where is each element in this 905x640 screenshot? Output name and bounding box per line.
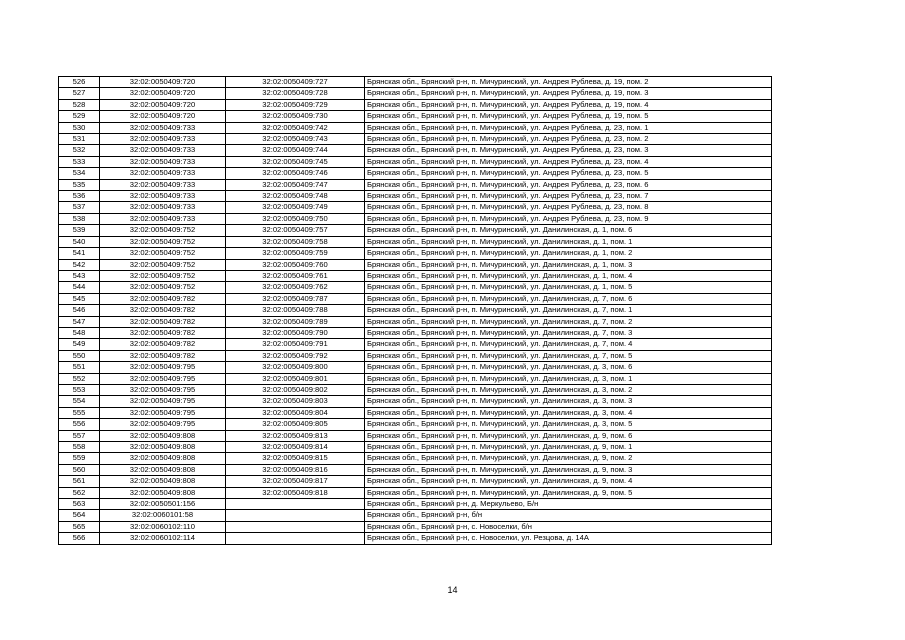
address-cell: Брянская обл., Брянский р-н, с. Новоселки, б/н <box>365 521 772 532</box>
parent-cadastral-number-cell: 32:02:0050409:720 <box>100 77 226 88</box>
address-cell: Брянская обл., Брянский р-н, д. Меркульево, Б/н <box>365 499 772 510</box>
row-number-cell: 531 <box>59 134 100 145</box>
table-row <box>59 407 772 418</box>
cadastral-number-cell <box>226 521 365 532</box>
parent-cadastral-number-cell: 32:02:0050409:733 <box>100 122 226 133</box>
address-cell: Брянская обл., Брянский р-н, п. Мичуринский, ул. Андрея Рублева, д. 23, пом. 1 <box>365 122 772 133</box>
row-number-cell: 549 <box>59 339 100 350</box>
row-number-cell: 553 <box>59 384 100 395</box>
cadastral-number-cell: 32:02:0050409:728 <box>226 88 365 99</box>
parent-cadastral-number-cell: 32:02:0050409:733 <box>100 179 226 190</box>
cadastral-number-cell: 32:02:0050409:800 <box>226 362 365 373</box>
parent-cadastral-number-cell: 32:02:0050409:795 <box>100 419 226 430</box>
address-cell: Брянская обл., Брянский р-н, п. Мичуринский, ул. Данилинская, д. 1, пом. 5 <box>365 282 772 293</box>
cadastral-number-cell: 32:02:0050409:790 <box>226 327 365 338</box>
cadastral-number-cell <box>226 510 365 521</box>
cadastral-number-cell: 32:02:0050409:745 <box>226 156 365 167</box>
row-number-cell: 541 <box>59 248 100 259</box>
address-cell: Брянская обл., Брянский р-н, п. Мичуринский, ул. Андрея Рублева, д. 23, пом. 4 <box>365 156 772 167</box>
address-cell: Брянская обл., Брянский р-н, п. Мичуринский, ул. Андрея Рублева, д. 23, пом. 9 <box>365 213 772 224</box>
table-row <box>59 533 772 544</box>
table-row <box>59 305 772 316</box>
parent-cadastral-number-cell: 32:02:0050409:752 <box>100 225 226 236</box>
address-cell: Брянская обл., Брянский р-н, п. Мичуринский, ул. Данилинская, д. 3, пом. 5 <box>365 419 772 430</box>
cadastral-number-cell: 32:02:0050409:757 <box>226 225 365 236</box>
parent-cadastral-number-cell: 32:02:0050409:782 <box>100 350 226 361</box>
table-row <box>59 476 772 487</box>
parent-cadastral-number-cell: 32:02:0050409:752 <box>100 282 226 293</box>
row-number-cell: 536 <box>59 191 100 202</box>
parent-cadastral-number-cell: 32:02:0050409:808 <box>100 430 226 441</box>
cadastral-number-cell: 32:02:0050409:804 <box>226 407 365 418</box>
address-cell: Брянская обл., Брянский р-н, п. Мичуринский, ул. Данилинская, д. 3, пом. 4 <box>365 407 772 418</box>
cadastral-number-cell: 32:02:0050409:760 <box>226 259 365 270</box>
table-row <box>59 270 772 281</box>
parent-cadastral-number-cell: 32:02:0050409:782 <box>100 316 226 327</box>
row-number-cell: 527 <box>59 88 100 99</box>
row-number-cell: 532 <box>59 145 100 156</box>
table-row <box>59 327 772 338</box>
row-number-cell: 529 <box>59 111 100 122</box>
row-number-cell: 535 <box>59 179 100 190</box>
cadastral-number-cell: 32:02:0050409:749 <box>226 202 365 213</box>
table-row <box>59 282 772 293</box>
cadastral-number-cell <box>226 533 365 544</box>
row-number-cell: 551 <box>59 362 100 373</box>
row-number-cell: 545 <box>59 293 100 304</box>
parent-cadastral-number-cell: 32:02:0050409:795 <box>100 373 226 384</box>
table-row <box>59 510 772 521</box>
address-cell: Брянская обл., Брянский р-н, п. Мичуринский, ул. Данилинская, д. 7, пом. 3 <box>365 327 772 338</box>
table-row <box>59 191 772 202</box>
address-cell: Брянская обл., Брянский р-н, п. Мичуринский, ул. Данилинская, д. 9, пом. 3 <box>365 464 772 475</box>
table-row <box>59 442 772 453</box>
parent-cadastral-number-cell: 32:02:0050409:752 <box>100 270 226 281</box>
row-number-cell: 548 <box>59 327 100 338</box>
address-cell: Брянская обл., Брянский р-н, п. Мичуринский, ул. Андрея Рублева, д. 23, пом. 2 <box>365 134 772 145</box>
row-number-cell: 530 <box>59 122 100 133</box>
address-cell: Брянская обл., Брянский р-н, п. Мичуринский, ул. Андрея Рублева, д. 19, пом. 4 <box>365 99 772 110</box>
table-row <box>59 111 772 122</box>
cadastral-number-cell: 32:02:0050409:742 <box>226 122 365 133</box>
row-number-cell: 544 <box>59 282 100 293</box>
parent-cadastral-number-cell: 32:02:0050409:752 <box>100 259 226 270</box>
row-number-cell: 537 <box>59 202 100 213</box>
address-cell: Брянская обл., Брянский р-н, п. Мичуринский, ул. Андрея Рублева, д. 19, пом. 5 <box>365 111 772 122</box>
row-number-cell: 557 <box>59 430 100 441</box>
parent-cadastral-number-cell: 32:02:0060102:114 <box>100 533 226 544</box>
table-row <box>59 362 772 373</box>
address-cell: Брянская обл., Брянский р-н, п. Мичуринский, ул. Данилинская, д. 9, пом. 1 <box>365 442 772 453</box>
table-body <box>59 77 772 545</box>
table-row <box>59 99 772 110</box>
table-row <box>59 213 772 224</box>
cadastral-number-cell: 32:02:0050409:787 <box>226 293 365 304</box>
parent-cadastral-number-cell: 32:02:0050409:795 <box>100 384 226 395</box>
parent-cadastral-number-cell: 32:02:0050409:808 <box>100 453 226 464</box>
address-cell: Брянская обл., Брянский р-н, п. Мичуринский, ул. Данилинская, д. 9, пом. 5 <box>365 487 772 498</box>
cadastral-number-cell: 32:02:0050409:747 <box>226 179 365 190</box>
parent-cadastral-number-cell: 32:02:0060101:58 <box>100 510 226 521</box>
row-number-cell: 528 <box>59 99 100 110</box>
parent-cadastral-number-cell: 32:02:0050409:795 <box>100 396 226 407</box>
cadastral-number-cell: 32:02:0050409:759 <box>226 248 365 259</box>
cadastral-number-cell: 32:02:0050409:748 <box>226 191 365 202</box>
table-row <box>59 316 772 327</box>
parent-cadastral-number-cell: 32:02:0050409:733 <box>100 213 226 224</box>
cadastral-number-cell: 32:02:0050409:758 <box>226 236 365 247</box>
parent-cadastral-number-cell: 32:02:0050409:720 <box>100 99 226 110</box>
table-row <box>59 464 772 475</box>
parent-cadastral-number-cell: 32:02:0050409:733 <box>100 156 226 167</box>
row-number-cell: 540 <box>59 236 100 247</box>
row-number-cell: 543 <box>59 270 100 281</box>
address-cell: Брянская обл., Брянский р-н, п. Мичуринский, ул. Данилинская, д. 9, пом. 4 <box>365 476 772 487</box>
cadastral-number-cell: 32:02:0050409:789 <box>226 316 365 327</box>
row-number-cell: 556 <box>59 419 100 430</box>
row-number-cell: 534 <box>59 168 100 179</box>
row-number-cell: 561 <box>59 476 100 487</box>
cadastral-number-cell <box>226 499 365 510</box>
parent-cadastral-number-cell: 32:02:0050409:782 <box>100 327 226 338</box>
address-cell: Брянская обл., Брянский р-н, п. Мичуринский, ул. Данилинская, д. 7, пом. 6 <box>365 293 772 304</box>
row-number-cell: 560 <box>59 464 100 475</box>
table-row <box>59 430 772 441</box>
parent-cadastral-number-cell: 32:02:0050409:752 <box>100 236 226 247</box>
cadastral-number-cell: 32:02:0050409:818 <box>226 487 365 498</box>
row-number-cell: 554 <box>59 396 100 407</box>
address-cell: Брянская обл., Брянский р-н, п. Мичуринский, ул. Данилинская, д. 1, пом. 3 <box>365 259 772 270</box>
cadastral-number-cell: 32:02:0050409:791 <box>226 339 365 350</box>
table-row <box>59 419 772 430</box>
row-number-cell: 563 <box>59 499 100 510</box>
cadastral-table <box>58 76 772 545</box>
address-cell: Брянская обл., Брянский р-н, п. Мичуринский, ул. Андрея Рублева, д. 23, пом. 8 <box>365 202 772 213</box>
cadastral-number-cell: 32:02:0050409:750 <box>226 213 365 224</box>
address-cell: Брянская обл., Брянский р-н, п. Мичуринский, ул. Данилинская, д. 7, пом. 2 <box>365 316 772 327</box>
address-cell: Брянская обл., Брянский р-н, п. Мичуринский, ул. Данилинская, д. 3, пом. 3 <box>365 396 772 407</box>
parent-cadastral-number-cell: 32:02:0060102:110 <box>100 521 226 532</box>
cadastral-number-cell: 32:02:0050409:788 <box>226 305 365 316</box>
parent-cadastral-number-cell: 32:02:0050501:156 <box>100 499 226 510</box>
address-cell: Брянская обл., Брянский р-н, п. Мичуринский, ул. Андрея Рублева, д. 19, пом. 3 <box>365 88 772 99</box>
cadastral-number-cell: 32:02:0050409:813 <box>226 430 365 441</box>
row-number-cell: 526 <box>59 77 100 88</box>
table-row <box>59 122 772 133</box>
table-row <box>59 236 772 247</box>
row-number-cell: 566 <box>59 533 100 544</box>
table-row <box>59 77 772 88</box>
cadastral-number-cell: 32:02:0050409:762 <box>226 282 365 293</box>
parent-cadastral-number-cell: 32:02:0050409:733 <box>100 168 226 179</box>
row-number-cell: 558 <box>59 442 100 453</box>
address-cell: Брянская обл., Брянский р-н, п. Мичуринский, ул. Данилинская, д. 9, пом. 2 <box>365 453 772 464</box>
address-cell: Брянская обл., Брянский р-н, п. Мичуринский, ул. Андрея Рублева, д. 23, пом. 5 <box>365 168 772 179</box>
parent-cadastral-number-cell: 32:02:0050409:795 <box>100 362 226 373</box>
cadastral-number-cell: 32:02:0050409:744 <box>226 145 365 156</box>
parent-cadastral-number-cell: 32:02:0050409:808 <box>100 464 226 475</box>
row-number-cell: 559 <box>59 453 100 464</box>
table-row <box>59 339 772 350</box>
table-row <box>59 499 772 510</box>
cadastral-number-cell: 32:02:0050409:802 <box>226 384 365 395</box>
cadastral-number-cell: 32:02:0050409:761 <box>226 270 365 281</box>
row-number-cell: 542 <box>59 259 100 270</box>
parent-cadastral-number-cell: 32:02:0050409:808 <box>100 487 226 498</box>
parent-cadastral-number-cell: 32:02:0050409:733 <box>100 145 226 156</box>
table-row <box>59 487 772 498</box>
address-cell: Брянская обл., Брянский р-н, п. Мичуринский, ул. Данилинская, д. 3, пом. 6 <box>365 362 772 373</box>
table-row <box>59 384 772 395</box>
table-row <box>59 145 772 156</box>
table-row <box>59 134 772 145</box>
parent-cadastral-number-cell: 32:02:0050409:808 <box>100 476 226 487</box>
address-cell: Брянская обл., Брянский р-н, п. Мичуринский, ул. Данилинская, д. 7, пом. 1 <box>365 305 772 316</box>
row-number-cell: 562 <box>59 487 100 498</box>
table-row <box>59 202 772 213</box>
address-cell: Брянская обл., Брянский р-н, п. Мичуринский, ул. Андрея Рублева, д. 23, пом. 3 <box>365 145 772 156</box>
table-row <box>59 179 772 190</box>
address-cell: Брянская обл., Брянский р-н, п. Мичуринский, ул. Данилинская, д. 1, пом. 2 <box>365 248 772 259</box>
address-cell: Брянская обл., Брянский р-н, п. Мичуринский, ул. Данилинская, д. 3, пом. 1 <box>365 373 772 384</box>
cadastral-number-cell: 32:02:0050409:792 <box>226 350 365 361</box>
address-cell: Брянская обл., Брянский р-н, п. Мичуринский, ул. Данилинская, д. 1, пом. 4 <box>365 270 772 281</box>
table-row <box>59 259 772 270</box>
row-number-cell: 547 <box>59 316 100 327</box>
row-number-cell: 564 <box>59 510 100 521</box>
table-row <box>59 168 772 179</box>
parent-cadastral-number-cell: 32:02:0050409:782 <box>100 293 226 304</box>
table-row <box>59 396 772 407</box>
row-number-cell: 538 <box>59 213 100 224</box>
row-number-cell: 550 <box>59 350 100 361</box>
parent-cadastral-number-cell: 32:02:0050409:720 <box>100 88 226 99</box>
parent-cadastral-number-cell: 32:02:0050409:720 <box>100 111 226 122</box>
table-row <box>59 88 772 99</box>
row-number-cell: 565 <box>59 521 100 532</box>
row-number-cell: 552 <box>59 373 100 384</box>
table-row <box>59 225 772 236</box>
address-cell: Брянская обл., Брянский р-н, п. Мичуринский, ул. Данилинская, д. 1, пом. 1 <box>365 236 772 247</box>
cadastral-number-cell: 32:02:0050409:815 <box>226 453 365 464</box>
row-number-cell: 539 <box>59 225 100 236</box>
table-row <box>59 293 772 304</box>
page-number: 14 <box>447 585 458 595</box>
parent-cadastral-number-cell: 32:02:0050409:795 <box>100 407 226 418</box>
parent-cadastral-number-cell: 32:02:0050409:752 <box>100 248 226 259</box>
row-number-cell: 555 <box>59 407 100 418</box>
table-row <box>59 350 772 361</box>
table-row <box>59 521 772 532</box>
row-number-cell: 546 <box>59 305 100 316</box>
cadastral-number-cell: 32:02:0050409:805 <box>226 419 365 430</box>
parent-cadastral-number-cell: 32:02:0050409:733 <box>100 134 226 145</box>
cadastral-number-cell: 32:02:0050409:727 <box>226 77 365 88</box>
parent-cadastral-number-cell: 32:02:0050409:733 <box>100 202 226 213</box>
address-cell: Брянская обл., Брянский р-н, п. Мичуринский, ул. Данилинская, д. 1, пом. 6 <box>365 225 772 236</box>
table-row <box>59 373 772 384</box>
table-row <box>59 248 772 259</box>
parent-cadastral-number-cell: 32:02:0050409:733 <box>100 191 226 202</box>
cadastral-number-cell: 32:02:0050409:729 <box>226 99 365 110</box>
cadastral-number-cell: 32:02:0050409:743 <box>226 134 365 145</box>
address-cell: Брянская обл., Брянский р-н, п. Мичуринский, ул. Данилинская, д. 7, пом. 5 <box>365 350 772 361</box>
parent-cadastral-number-cell: 32:02:0050409:782 <box>100 305 226 316</box>
address-cell: Брянская обл., Брянский р-н, б/н <box>365 510 772 521</box>
address-cell: Брянская обл., Брянский р-н, п. Мичуринский, ул. Андрея Рублева, д. 19, пом. 2 <box>365 77 772 88</box>
address-cell: Брянская обл., Брянский р-н, п. Мичуринский, ул. Данилинская, д. 3, пом. 2 <box>365 384 772 395</box>
address-cell: Брянская обл., Брянский р-н, с. Новоселки, ул. Резцова, д. 14А <box>365 533 772 544</box>
parent-cadastral-number-cell: 32:02:0050409:808 <box>100 442 226 453</box>
address-cell: Брянская обл., Брянский р-н, п. Мичуринский, ул. Данилинская, д. 7, пом. 4 <box>365 339 772 350</box>
address-cell: Брянская обл., Брянский р-н, п. Мичуринский, ул. Андрея Рублева, д. 23, пом. 6 <box>365 179 772 190</box>
cadastral-number-cell: 32:02:0050409:746 <box>226 168 365 179</box>
address-cell: Брянская обл., Брянский р-н, п. Мичуринский, ул. Данилинская, д. 9, пом. 6 <box>365 430 772 441</box>
cadastral-number-cell: 32:02:0050409:816 <box>226 464 365 475</box>
row-number-cell: 533 <box>59 156 100 167</box>
cadastral-number-cell: 32:02:0050409:814 <box>226 442 365 453</box>
parent-cadastral-number-cell: 32:02:0050409:782 <box>100 339 226 350</box>
cadastral-number-cell: 32:02:0050409:817 <box>226 476 365 487</box>
table-row <box>59 156 772 167</box>
cadastral-number-cell: 32:02:0050409:803 <box>226 396 365 407</box>
cadastral-number-cell: 32:02:0050409:730 <box>226 111 365 122</box>
table-row <box>59 453 772 464</box>
cadastral-number-cell: 32:02:0050409:801 <box>226 373 365 384</box>
address-cell: Брянская обл., Брянский р-н, п. Мичуринский, ул. Андрея Рублева, д. 23, пом. 7 <box>365 191 772 202</box>
